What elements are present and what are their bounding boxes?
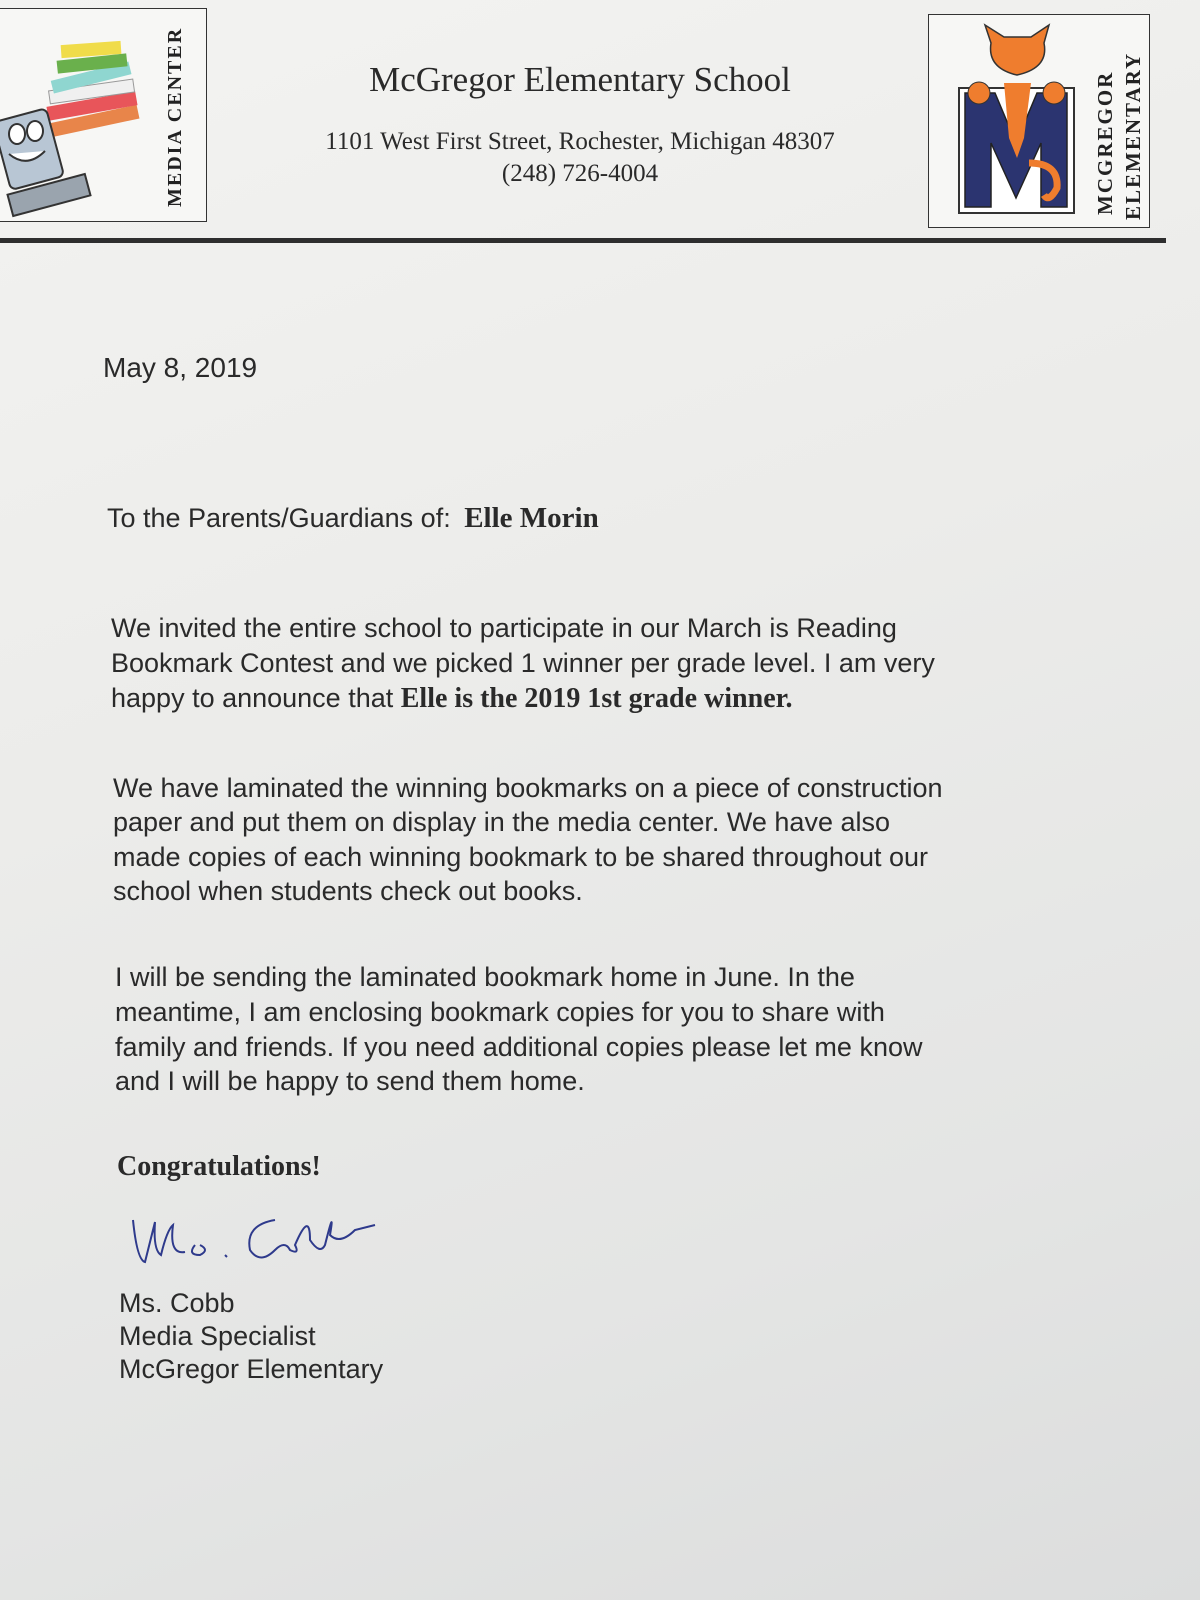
mcgregor-label: MCGREGOR (1093, 70, 1117, 215)
paragraph-line: meantime, I am enclosing bookmark copies for you to share with (115, 997, 885, 1027)
paragraph-line: I will be sending the laminated bookmark home in June. In the (115, 962, 855, 992)
recipient-name: Elle Morin (464, 502, 599, 534)
handwritten-signature (125, 1200, 385, 1280)
paragraph-line (111, 683, 793, 715)
paragraph-line: We invited the entire school to participate in our March is Reading (111, 613, 897, 643)
paragraph-line: We have laminated the winning bookmarks on a piece of construction (113, 773, 943, 803)
letter-date: May 8, 2019 (103, 352, 258, 383)
signer-name: Ms. Cobb (119, 1288, 235, 1318)
media-center-logo (0, 8, 207, 222)
books-computer-icon (0, 19, 159, 219)
paragraph-line: family and friends. If you need additional copies please let me know (115, 1032, 923, 1062)
paragraph-line: school when students check out books. (113, 876, 583, 906)
closing: Congratulations! (117, 1151, 321, 1182)
paragraph-text: happy to announce that (111, 683, 401, 713)
salutation (107, 502, 599, 535)
winner-announcement: Elle is the 2019 1st grade winner. (400, 683, 793, 714)
paragraph-line: paper and put them on display in the media center. We have also (113, 807, 890, 837)
mcgregor-logo (928, 14, 1150, 228)
cat-m-icon (949, 23, 1089, 223)
school-name: McGregor Elementary School (369, 60, 791, 99)
signer-title: Media Specialist (119, 1321, 316, 1351)
header-divider (0, 238, 1166, 243)
school-phone: (248) 726-4004 (501, 160, 659, 187)
media-center-label: MEDIA CENTER (164, 26, 186, 208)
paragraph-line: Bookmark Contest and we picked 1 winner per grade level. I am very (111, 648, 935, 678)
signer-organization: McGregor Elementary (119, 1354, 384, 1384)
paragraph-line: made copies of each winning bookmark to be shared throughout our (113, 842, 929, 872)
salutation-prefix: To the Parents/Guardians of: (107, 503, 451, 533)
paragraph-line: and I will be happy to send them home. (115, 1066, 585, 1096)
elementary-label: ELEMENTARY (1121, 51, 1145, 220)
school-address: 1101 West First Street, Rochester, Michigan 48307 (325, 128, 835, 155)
